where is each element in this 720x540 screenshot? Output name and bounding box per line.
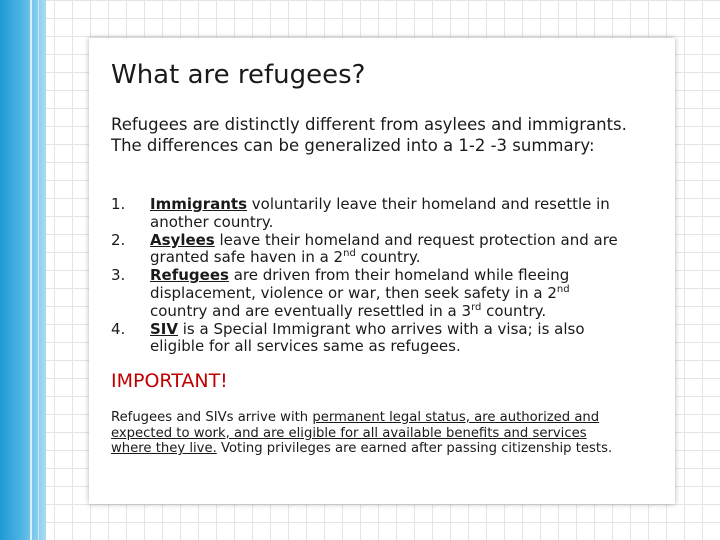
list-item-text: country. (481, 301, 547, 320)
term-siv: SIV (150, 319, 178, 338)
list-number: 3. (111, 266, 126, 285)
comparison-list (111, 196, 631, 356)
important-heading: IMPORTANT! (111, 370, 228, 392)
list-number: 2. (111, 230, 126, 249)
note-underlined-text: permanent legal status, are authorized and expected to work, and are eligible for all available benefits and services where they live. (111, 410, 600, 456)
list-item-text: leave their homeland and request protection and are granted safe haven in a 2 (150, 230, 618, 267)
term-asylees: Asylees (150, 230, 215, 249)
important-note (111, 410, 621, 457)
ordinal-suffix: nd (343, 248, 356, 260)
intro-paragraph: Refugees are distinctly different from asylees and immigrants. The differences can be generalized into a 1-2 -3 summary: (111, 115, 627, 155)
list-number: 4. (111, 319, 126, 338)
list-item-text: are driven from their homeland while fleeing displacement, violence or war, then seek safety in a 2 (150, 266, 570, 302)
slide-title: What are refugees? (111, 60, 366, 90)
note-text: Refugees and SIVs arrive with (111, 410, 313, 425)
list-item-text: is a Special Immigrant who arrives with a visa; is also eligible for all services same as refugees. (150, 319, 585, 356)
list-item-text: country and are eventually resettled in a 3 (150, 301, 472, 320)
left-accent-stripe (0, 0, 46, 540)
ordinal-suffix: rd (471, 301, 482, 313)
list-item-text: voluntarily leave their homeland and resettle in another country. (150, 195, 610, 231)
note-text: Voting privileges are earned after passing citizenship tests. (216, 441, 613, 456)
stripe-highlight-line (30, 0, 32, 540)
list-item-refugees (111, 267, 631, 320)
list-number: 1. (111, 195, 126, 213)
list-item-text: country. (355, 248, 421, 267)
term-immigrants: Immigrants (150, 195, 248, 213)
list-item-siv (111, 321, 631, 357)
term-refugees: Refugees (150, 266, 229, 285)
list-item-asylees (111, 232, 631, 268)
list-item-immigrants (111, 196, 631, 232)
stripe-highlight-line (38, 0, 39, 540)
ordinal-suffix: nd (556, 283, 570, 295)
